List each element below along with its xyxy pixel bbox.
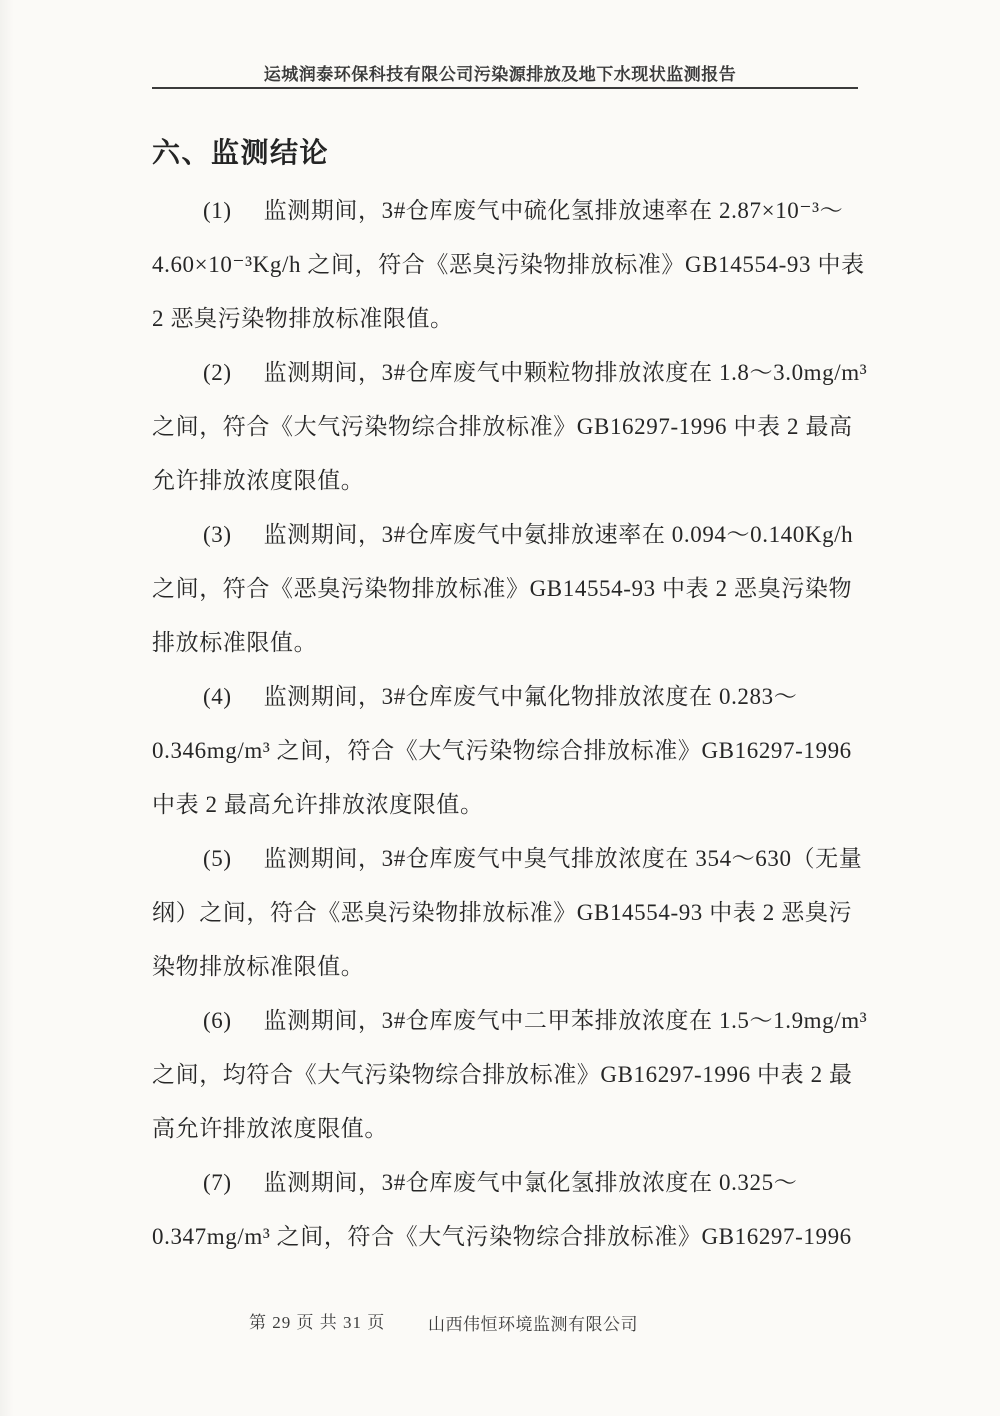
text-line <box>152 670 866 724</box>
line-text: 之间，符合《大气污染物综合排放标准》GB16297-1996 中表 2 最高 <box>152 414 853 439</box>
line-text: 高允许排放浓度限值。 <box>152 1116 388 1141</box>
line-text: 4.60×10⁻³Kg/h 之间，符合《恶臭污染物排放标准》GB14554-93 中表 <box>152 252 865 277</box>
page-number: 第 29 页 共 31 页 <box>249 1313 386 1332</box>
line-text: 监测期间，3#仓库废气中氨排放速率在 0.094～0.140Kg/h <box>263 522 854 547</box>
line-text: 监测期间，3#仓库废气中氟化物排放浓度在 0.283～ <box>263 684 798 709</box>
conclusion-paragraphs <box>152 184 866 1264</box>
text-line <box>152 1156 866 1210</box>
text-line <box>152 940 866 994</box>
line-text: 监测期间，3#仓库废气中颗粒物排放浓度在 1.8～3.0mg/m³ <box>263 360 868 385</box>
text-line <box>152 184 866 238</box>
line-text: 中表 2 最高允许排放浓度限值。 <box>152 792 484 817</box>
line-text: 排放标准限值。 <box>152 630 318 655</box>
text-line <box>152 1102 866 1156</box>
line-text: 监测期间，3#仓库废气中臭气排放浓度在 354～630（无量 <box>263 846 863 871</box>
line-text: 0.346mg/m³ 之间，符合《大气污染物综合排放标准》GB16297-1996 <box>152 738 852 763</box>
line-text: 0.347mg/m³ 之间，符合《大气污染物综合排放标准》GB16297-1996 <box>152 1224 852 1249</box>
line-text: 监测期间，3#仓库废气中硫化氢排放速率在 2.87×10⁻³～ <box>263 198 844 223</box>
paragraph-number: (3) <box>203 522 232 547</box>
text-line <box>152 832 866 886</box>
line-text: 2 恶臭污染物排放标准限值。 <box>152 306 454 331</box>
line-text: 监测期间，3#仓库废气中氯化氢排放浓度在 0.325～ <box>263 1170 798 1195</box>
paragraph-number: (1) <box>203 198 232 223</box>
text-line <box>152 994 866 1048</box>
paragraph-number: (4) <box>203 684 232 709</box>
text-line <box>152 778 866 832</box>
header-title: 运城润泰环保科技有限公司污染源排放及地下水现状监测报告 <box>263 65 737 84</box>
text-line <box>152 238 866 292</box>
paragraph-number: (6) <box>203 1008 232 1033</box>
text-line <box>152 292 866 346</box>
text-line <box>152 886 866 940</box>
header-rule <box>152 87 858 89</box>
page-footer <box>0 1308 1000 1332</box>
paragraph-number: (2) <box>203 360 232 385</box>
text-line <box>152 400 866 454</box>
line-text: 监测期间，3#仓库废气中二甲苯排放浓度在 1.5～1.9mg/m³ <box>263 1008 868 1033</box>
section-heading: 六、监测结论 <box>152 138 330 169</box>
text-line <box>152 508 866 562</box>
paragraph-number: (5) <box>203 846 232 871</box>
line-text: 染物排放标准限值。 <box>152 954 365 979</box>
text-line <box>152 1048 866 1102</box>
line-text: 之间，符合《恶臭污染物排放标准》GB14554-93 中表 2 恶臭污染物 <box>152 576 853 601</box>
text-line <box>152 346 866 400</box>
text-line <box>152 724 866 778</box>
line-text: 允许排放浓度限值。 <box>152 468 365 493</box>
paragraph-number: (7) <box>203 1170 232 1195</box>
line-text: 之间，均符合《大气污染物综合排放标准》GB16297-1996 中表 2 最 <box>152 1062 853 1087</box>
text-line <box>152 454 866 508</box>
footer-company: 山西伟恒环境监测有限公司 <box>428 1315 638 1334</box>
text-line <box>152 616 866 670</box>
text-line <box>152 562 866 616</box>
line-text: 纲）之间，符合《恶臭污染物排放标准》GB14554-93 中表 2 恶臭污 <box>152 900 853 925</box>
text-line <box>152 1210 866 1264</box>
